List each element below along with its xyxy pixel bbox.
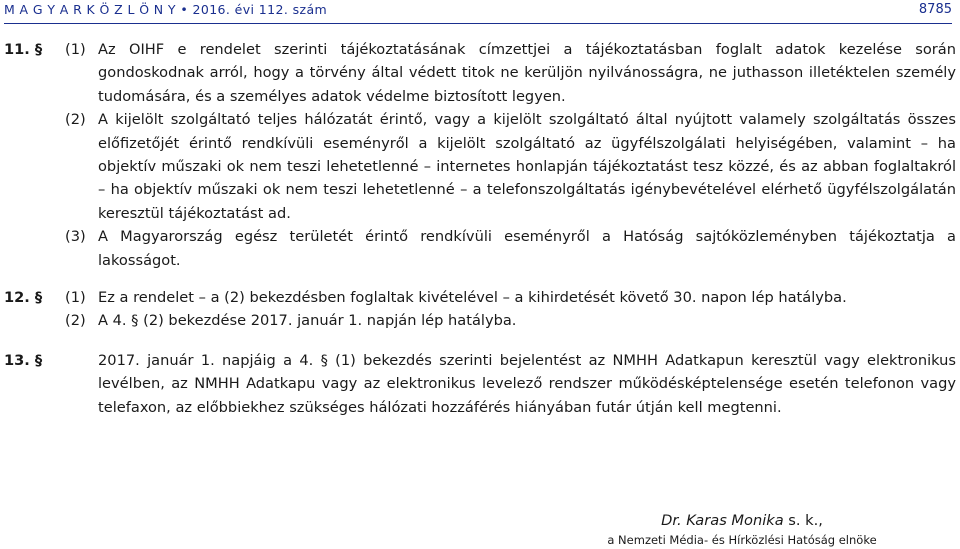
section-number: 13. § xyxy=(4,351,43,369)
paragraph-number: (1) xyxy=(65,41,86,58)
signature-block xyxy=(582,510,902,548)
header-rule xyxy=(4,23,952,24)
paragraph xyxy=(4,225,956,272)
signatory-line xyxy=(582,510,902,532)
paragraph xyxy=(4,286,956,309)
section-13 xyxy=(4,349,956,419)
paragraph-text: A Magyarország egész területét érintő rendkívüli eseményről a Hatóság sajtóközleményben tájékoztatja a lakosságot. xyxy=(98,228,956,269)
section-number: 11. § xyxy=(4,41,43,58)
paragraph-number: (1) xyxy=(65,289,86,307)
journal-title: M A G Y A R K Ö Z L Ö N Y • 2016. évi 112. szám xyxy=(4,2,328,17)
page-number: 8785 xyxy=(918,2,952,17)
signatory-title: a Nemzeti Média- és Hírközlési Hatóság elnöke xyxy=(607,533,877,547)
section-number: 12. § xyxy=(4,289,43,307)
document-body xyxy=(4,38,956,419)
signatory-name: Dr. Karas Monika xyxy=(661,512,784,529)
paragraph-text: 2017. január 1. napjáig a 4. § (1) bekezdés szerinti bejelentést az NMHH Adatkapun keresztül vagy elektronikus levélben, az NMHH Adatkapu vagy az elektronikus levelező rendszer működésképtelensége esetén telefonon vagy telefaxon, az előbbiekhez szükséges hálózati hozzáférés hiányában futár útján kell megtenni. xyxy=(98,351,956,416)
paragraph-text: A kijelölt szolgáltató teljes hálózatát érintő, vagy a kijelölt szolgáltató által nyújtott valamely szolgáltatás összes előfizetőjét érintő rendkívüli eseményről a kijelölt szolgáltató az ügyfélszolgálati helyiségében, valamint – ha objektív műszaki ok nem teszi lehetetlenné – internetes honlapján tájékoztatást tesz közzé, és az abban foglaltakról – ha objektív műszaki ok nem teszi lehetetlenné – a telefonszolgáltatás igénybevételével elérhető ügyfélszolgálatán keresztül tájékoztatást ad. xyxy=(98,111,956,222)
section-12 xyxy=(4,286,956,333)
paragraph xyxy=(4,38,956,108)
paragraph xyxy=(4,309,956,332)
page-header xyxy=(4,2,952,20)
paragraph-text: Ez a rendelet – a (2) bekezdésben foglaltak kivételével – a kihirdetését követő 30. napon lép hatályba. xyxy=(98,289,847,307)
paragraph-text: A 4. § (2) bekezdése 2017. január 1. napján lép hatályba. xyxy=(98,312,517,330)
paragraph xyxy=(4,108,956,225)
paragraph-text: Az OIHF e rendelet szerinti tájékoztatásának címzettjei a tájékoztatásban foglalt adatok kezelése során gondoskodnak arról, hogy a törvény által védett titok ne kerüljön nyilvánosságra, ne juthasson illetéktelen személy tudomására, és a személyes adatok védelme biztosított legyen. xyxy=(98,41,956,105)
signatory-suffix: s. k., xyxy=(783,512,823,529)
paragraph xyxy=(4,349,956,419)
section-11 xyxy=(4,38,956,272)
paragraph-number: (2) xyxy=(65,111,86,129)
paragraph-number: (2) xyxy=(65,312,86,330)
paragraph-number: (3) xyxy=(65,228,86,246)
